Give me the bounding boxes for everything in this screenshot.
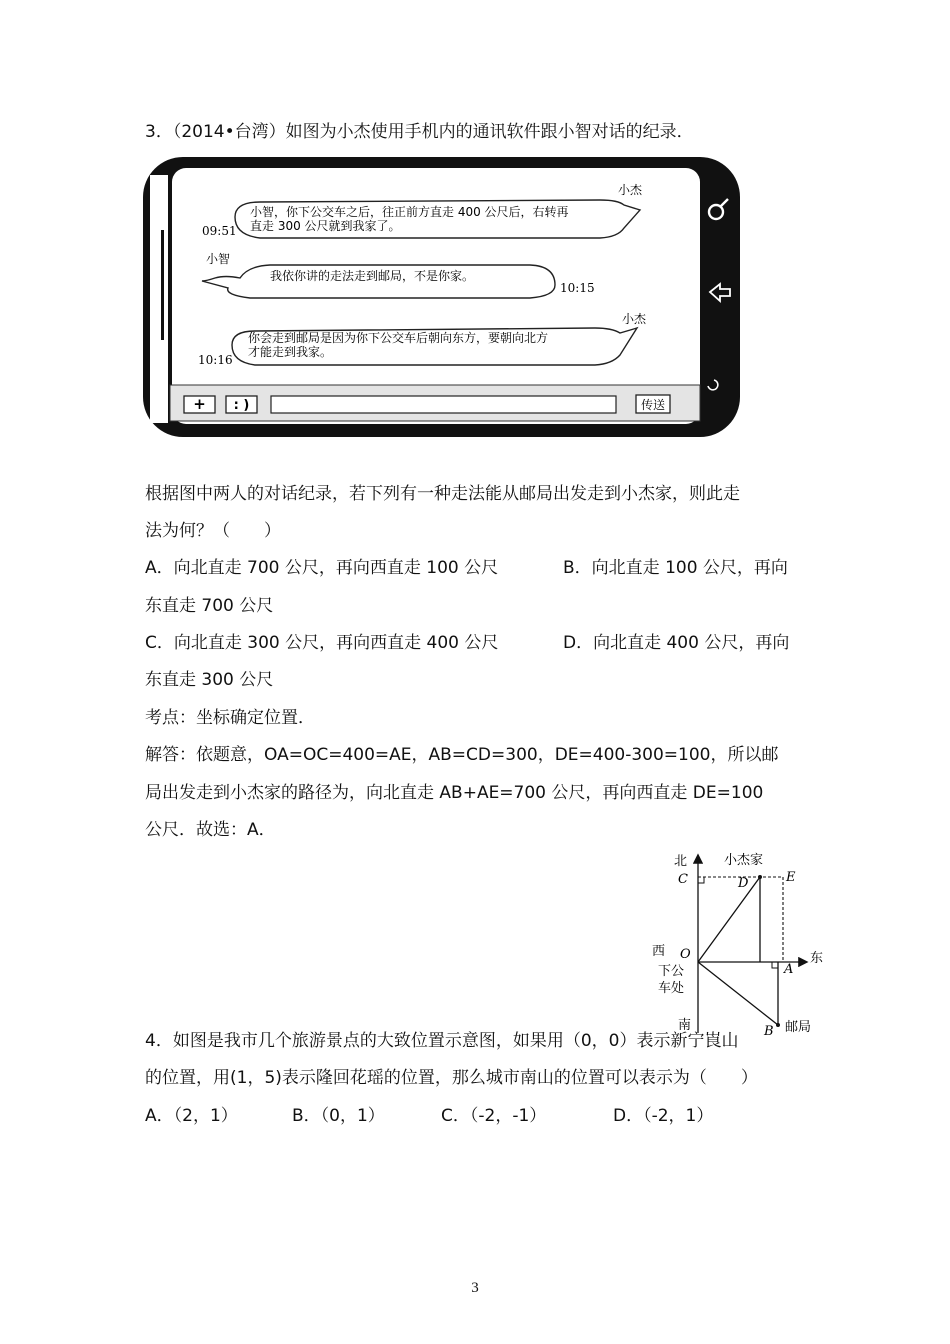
option-b-continued: 东直走 700 公尺 [145,596,274,616]
chat-time-3: 10:16 [198,353,233,367]
option-b: B．向北直走 100 公尺，再向 [563,558,788,578]
chat-bubble-2-line-1: 我依你讲的走法走到邮局，不是你家。 [270,269,475,283]
chat-bubble-1-line-2: 直走 300 公尺就到我家了。 [250,219,401,233]
phone-left-edge [150,175,168,423]
home-label: 小杰家 [724,853,764,868]
option-d: D．向北直走 400 公尺，再向 [563,633,790,653]
question-4-option-d: D．（-2，1） [613,1106,714,1126]
question-4-option-a: A．（2，1） [145,1106,238,1126]
bus-stop-label-line-1: 下公 [658,964,685,979]
home-point [758,875,762,879]
phone-chat-illustration [140,150,745,442]
answer-line-3: 公尺．故选：A． [145,820,276,840]
option-a: A．向北直走 700 公尺，再向西直走 100 公尺 [145,558,499,578]
point-e-label: E [786,870,796,885]
chat-bubble-1-line-1: 小智，你下公交车之后，往正前方直走 400 公尺后，右转再 [250,205,569,219]
chat-sender-3: 小杰 [622,312,647,326]
chat-bubble-3-line-1: 你会走到邮局是因为你下公交车后朝向东方，要朝向北方 [248,331,549,345]
question-4-line-2: 的位置，用(1，5)表示隆回花瑶的位置，那么城市南山的位置可以表示为（ ） [145,1068,758,1088]
bus-stop-label-line-2: 车处 [658,981,685,996]
question-4-option-c: C．（-2，-1） [441,1106,547,1126]
post-point [776,1023,780,1027]
question-3-stem-line-2: 法为何？（ ） [145,521,281,541]
page-number: 3 [471,1280,479,1296]
post-label: 邮局 [785,1020,812,1035]
question-4-option-b: B．（0，1） [292,1106,385,1126]
chat-bubble-3-line-2: 才能走到我家。 [248,345,333,359]
right-angle-a [772,962,778,968]
plus-button-label: + [193,395,206,413]
o-to-d-line [698,877,760,962]
kaodian: 考点：坐标确定位置． [145,708,315,728]
direction-diagram [640,848,830,1038]
send-button-label: 传送 [640,398,666,412]
point-a-label: A [784,962,794,977]
chat-time-1: 09:51 [202,224,237,238]
south-label: 南 [678,1018,692,1033]
option-d-continued: 东直走 300 公尺 [145,670,274,690]
question-3-stem-line-1: 根据图中两人的对话纪录，若下列有一种走法能从邮局出发走到小杰家，则此走 [145,484,740,504]
chat-sender-1: 小杰 [618,183,643,197]
west-label: 西 [652,944,666,959]
east-label: 东 [810,951,824,966]
phone-side-slot [161,230,164,340]
right-angle-c [698,877,704,883]
emoji-button-label: : ) [233,398,250,413]
chat-time-2: 10:15 [560,281,595,295]
answer-line-1: 解答：依题意，OA=OC=400=AE，AB=CD=300，DE=400-300=100，所以邮 [145,745,779,765]
point-c-label: C [678,872,688,887]
north-label: 北 [674,854,688,869]
point-o-label: O [680,947,691,962]
answer-line-2: 局出发走到小杰家的路径为，向北直走 AB+AE=700 公尺，再向西直走 DE=100 [145,783,764,803]
chat-sender-2: 小智 [206,252,231,266]
question-4-line-1: 4．如图是我市几个旅游景点的大致位置示意图，如果用（0，0）表示新宁崀山 [145,1031,739,1051]
o-to-b-line [698,962,778,1025]
question-3-title: 3．（2014•台湾）如图为小杰使用手机内的通讯软件跟小智对话的纪录． [145,122,694,142]
point-d-label: D [738,876,749,891]
option-c: C．向北直走 300 公尺，再向西直走 400 公尺 [145,633,499,653]
message-input[interactable] [271,396,616,413]
point-b-label: B [764,1024,774,1038]
